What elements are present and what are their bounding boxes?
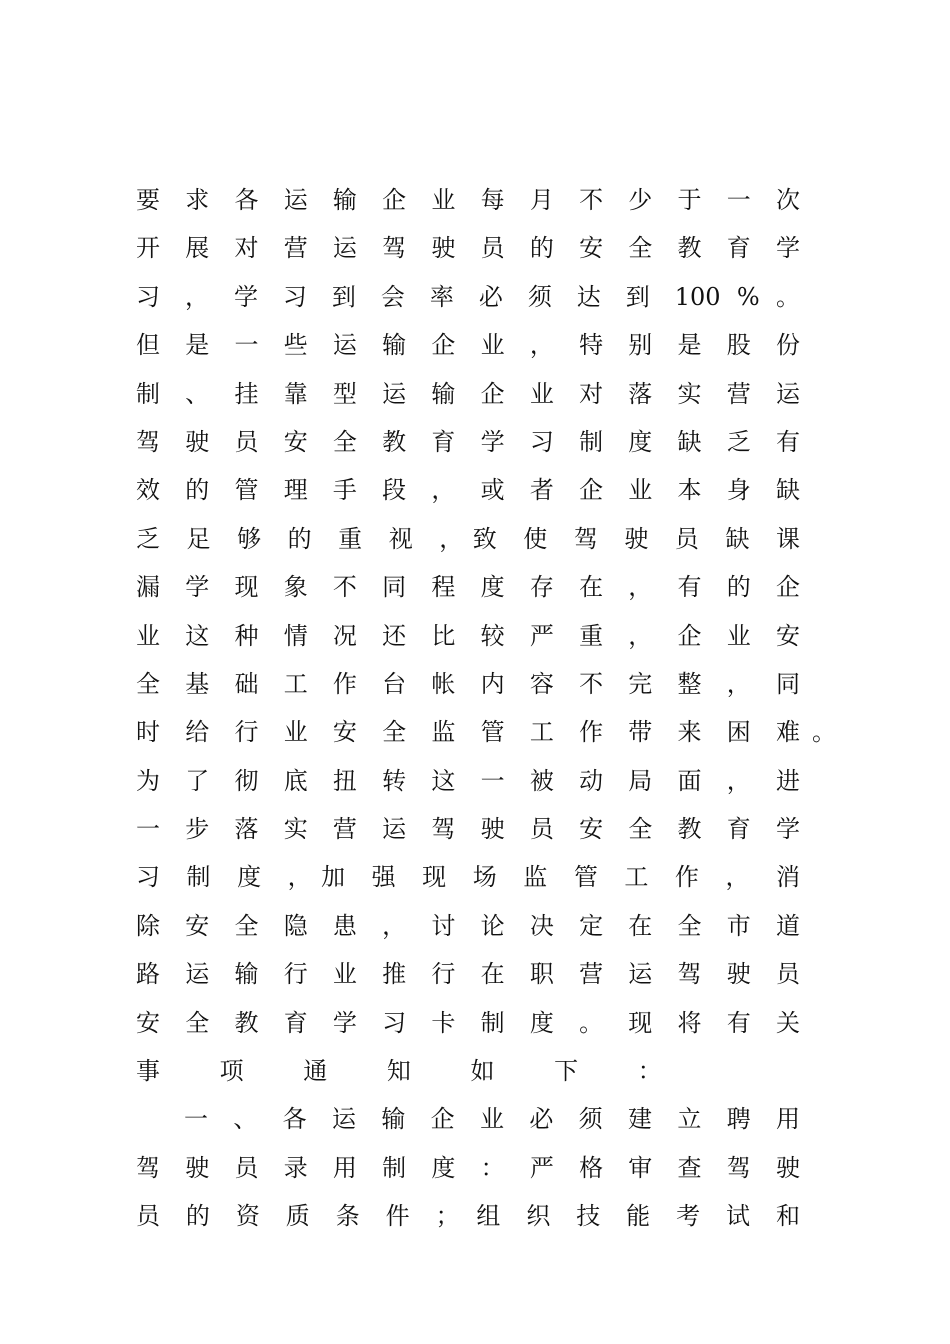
body-text — [136, 176, 836, 1241]
text-line-3: 习 ， 学 习 到 会 率 必 须 达 到 100 % 。 — [136, 282, 800, 311]
text-line-6: 驾 驶 员 安 全 教 育 学 习 制 度 缺 乏 有 — [136, 427, 800, 456]
text-line-19: 事 项 通 知 如 下 ： — [136, 1057, 688, 1086]
text-line-13: 为 了 彻 底 扭 转 这 一 被 动 局 面 ， 进 — [136, 766, 800, 795]
text-line-12-tail: 。 — [812, 718, 836, 747]
text-line-7: 效 的 管 理 手 段 ， 或 者 企 业 本 身 缺 — [136, 476, 800, 505]
text-line-15: 习 制 度 ，加 强 现 场 监 管 工 作 ， 消 — [136, 863, 800, 892]
text-line-21: 驾 驶 员 录 用 制 度 ： 严 格 审 查 驾 驶 — [136, 1153, 800, 1182]
text-line-5: 制 、 挂 靠 型 运 输 企 业 对 落 实 营 运 — [136, 379, 800, 408]
text-line-8: 乏 足 够 的 重 视 ，致 使 驾 驶 员 缺 课 — [136, 524, 800, 553]
text-line-16: 除 安 全 隐 患 ， 讨 论 决 定 在 全 市 道 — [136, 911, 800, 940]
text-line-14: 一 步 落 实 营 运 驾 驶 员 安 全 教 育 学 — [136, 815, 800, 844]
text-line-1: 要 求 各 运 输 企 业 每 月 不 少 于 一 次 — [136, 186, 800, 214]
text-line-22: 员 的 资 质 条 件 ； 组 织 技 能 考 试 和 — [136, 1202, 800, 1231]
text-line-18: 安 全 教 育 学 习 卡 制 度 。 现 将 有 关 — [136, 1008, 800, 1037]
text-line-17: 路 运 输 行 业 推 行 在 职 营 运 驾 驶 员 — [136, 960, 800, 989]
text-line-12-body: 时 给 行 业 安 全 监 管 工 作 带 来 困 难 — [136, 718, 800, 747]
text-line-2: 开 展 对 营 运 驾 驶 员 的 安 全 教 育 学 — [136, 234, 800, 263]
text-line-9: 漏 学 现 象 不 同 程 度 存 在 ， 有 的 企 — [136, 573, 800, 602]
text-line-11: 全 基 础 工 作 台 帐 内 容 不 完 整 ， 同 — [136, 669, 800, 698]
text-line-12 — [136, 708, 836, 756]
text-line-4: 但 是 一 些 运 输 企 业 ， 特 别 是 股 份 — [136, 331, 800, 360]
text-line-10: 业 这 种 情 况 还 比 较 严 重 ， 企 业 安 — [136, 621, 800, 650]
text-line-20: 一 、 各 运 输 企 业 必 须 建 立 聘 用 — [184, 1105, 800, 1134]
